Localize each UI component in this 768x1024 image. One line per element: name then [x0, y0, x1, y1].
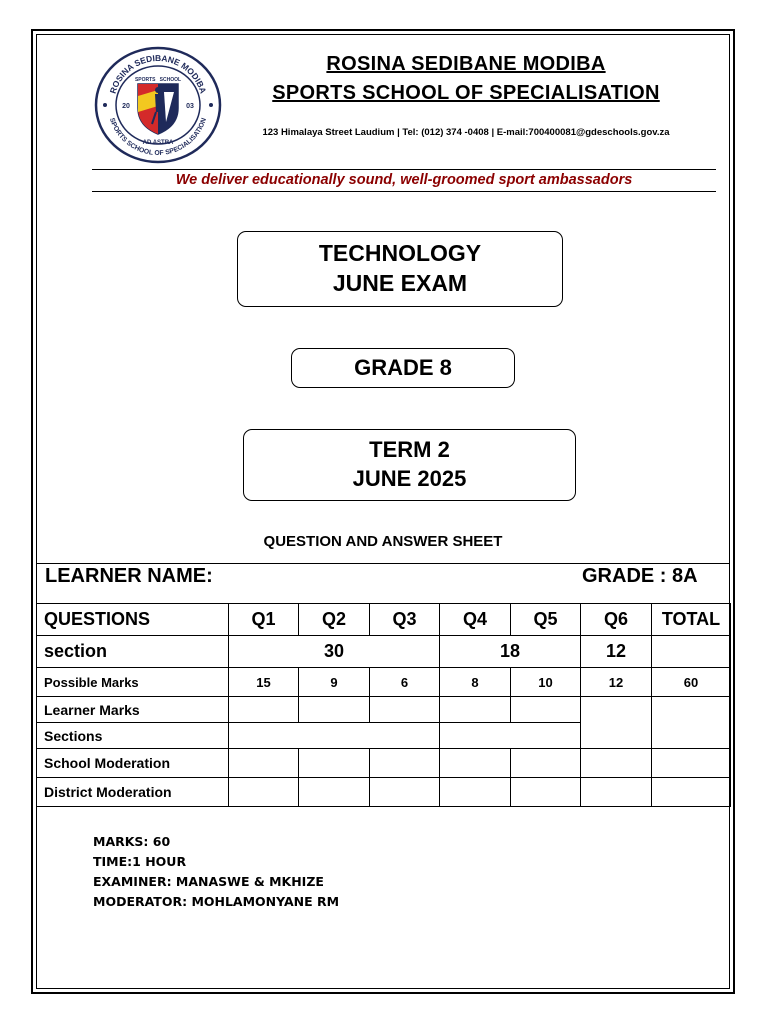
learner-marks-q1-cell[interactable]	[229, 697, 299, 723]
logo-ring-text-top: ROSINA SEDIBANE MODIBA	[107, 52, 209, 95]
learner-marks-total-cell[interactable]	[652, 697, 731, 749]
header-q3: Q3	[370, 604, 440, 636]
exam-date: JUNE 2025	[352, 466, 467, 491]
header-q1: Q1	[229, 604, 299, 636]
logo-left-number: 20	[122, 103, 130, 110]
school-moderation-label: School Moderation	[37, 749, 229, 778]
possible-marks-q5: 10	[511, 668, 581, 697]
school-moderation-q5-cell[interactable]	[511, 749, 581, 778]
school-moderation-q4-cell[interactable]	[440, 749, 511, 778]
learner-grade-label: GRADE : 8A	[582, 565, 698, 587]
district-moderation-label: District Moderation	[37, 778, 229, 807]
section-b-total: 18	[440, 636, 581, 668]
school-name-line1: ROSINA SEDIBANE MODIBA	[326, 53, 606, 75]
section-total-cell	[652, 636, 731, 668]
marks-table	[36, 603, 731, 807]
district-moderation-row	[37, 778, 731, 807]
district-moderation-q3-cell[interactable]	[370, 778, 440, 807]
section-c-total: 12	[581, 636, 652, 668]
district-moderation-q1-cell[interactable]	[229, 778, 299, 807]
learner-name-label: LEARNER NAME:	[45, 565, 213, 587]
subject-title: TECHNOLOGY	[318, 240, 482, 267]
info-time: TIME:1 HOUR	[93, 854, 187, 869]
district-moderation-q6-cell[interactable]	[581, 778, 652, 807]
learner-marks-q5-cell[interactable]	[511, 697, 581, 723]
questions-label: QUESTIONS	[37, 604, 229, 636]
info-moderator: MODERATOR: MOHLAMONYANE RM	[93, 894, 340, 909]
section-a-total: 30	[229, 636, 440, 668]
sections-label: Sections	[37, 723, 229, 749]
learner-row-top-line	[36, 563, 730, 564]
logo-ring-text-bottom: SPORTS SCHOOL OF SPECIALISATION	[108, 117, 209, 158]
grade-box	[291, 348, 515, 388]
sections-a-cell[interactable]	[229, 723, 440, 749]
header-divider-bottom	[92, 191, 716, 192]
possible-marks-q4: 8	[440, 668, 511, 697]
school-moderation-q6-cell[interactable]	[581, 749, 652, 778]
term-title: TERM 2	[369, 437, 450, 463]
header-q4: Q4	[440, 604, 511, 636]
school-moderation-total-cell[interactable]	[652, 749, 731, 778]
possible-marks-total: 60	[652, 668, 731, 697]
district-moderation-q2-cell[interactable]	[299, 778, 370, 807]
school-moderation-q2-cell[interactable]	[299, 749, 370, 778]
exam-name: JUNE EXAM	[332, 270, 468, 296]
term-box	[243, 429, 576, 501]
info-examiner: EXAMINER: MANASWE & MKHIZE	[93, 874, 324, 889]
sections-b-cell[interactable]	[440, 723, 581, 749]
table-header-row	[37, 604, 731, 636]
school-name-line2: SPORTS SCHOOL OF SPECIALISATION	[272, 82, 660, 104]
grade-title: GRADE 8	[354, 354, 452, 380]
possible-marks-q6: 12	[581, 668, 652, 697]
header-q2: Q2	[299, 604, 370, 636]
school-motto: We deliver educationally sound, well-groomed sport ambassadors	[175, 172, 633, 188]
district-moderation-q5-cell[interactable]	[511, 778, 581, 807]
learner-marks-label: Learner Marks	[37, 697, 229, 723]
district-moderation-total-cell[interactable]	[652, 778, 731, 807]
possible-marks-q3: 6	[370, 668, 440, 697]
learner-marks-q2-cell[interactable]	[299, 697, 370, 723]
section-row	[37, 636, 731, 668]
header-divider-top	[92, 169, 716, 170]
possible-marks-label: Possible Marks	[37, 668, 229, 697]
learner-marks-q3-cell[interactable]	[370, 697, 440, 723]
learner-marks-q4-cell[interactable]	[440, 697, 511, 723]
subject-box	[237, 231, 563, 307]
possible-marks-row	[37, 668, 731, 697]
school-moderation-q3-cell[interactable]	[370, 749, 440, 778]
logo-motto: AD ASTRA	[142, 140, 174, 146]
info-marks: MARKS: 60	[93, 834, 171, 849]
school-address: 123 Himalaya Street Laudium | Tel: (012) 374 -0408 | E-mail:700400081@gdeschools.gov.za	[262, 127, 670, 138]
header-q6: Q6	[581, 604, 652, 636]
exam-info	[93, 832, 339, 912]
section-label: section	[37, 636, 229, 668]
logo-inner-text: SPORTS SCHOOL	[134, 77, 182, 83]
header-total: TOTAL	[652, 604, 731, 636]
learner-marks-q6-cell[interactable]	[581, 697, 652, 749]
possible-marks-q2: 9	[299, 668, 370, 697]
school-moderation-row	[37, 749, 731, 778]
header-q5: Q5	[511, 604, 581, 636]
logo-right-number: 03	[186, 103, 194, 110]
school-logo	[94, 46, 222, 164]
sheet-title: QUESTION AND ANSWER SHEET	[263, 533, 503, 550]
school-moderation-q1-cell[interactable]	[229, 749, 299, 778]
learner-marks-row	[37, 697, 731, 723]
district-moderation-q4-cell[interactable]	[440, 778, 511, 807]
possible-marks-q1: 15	[229, 668, 299, 697]
